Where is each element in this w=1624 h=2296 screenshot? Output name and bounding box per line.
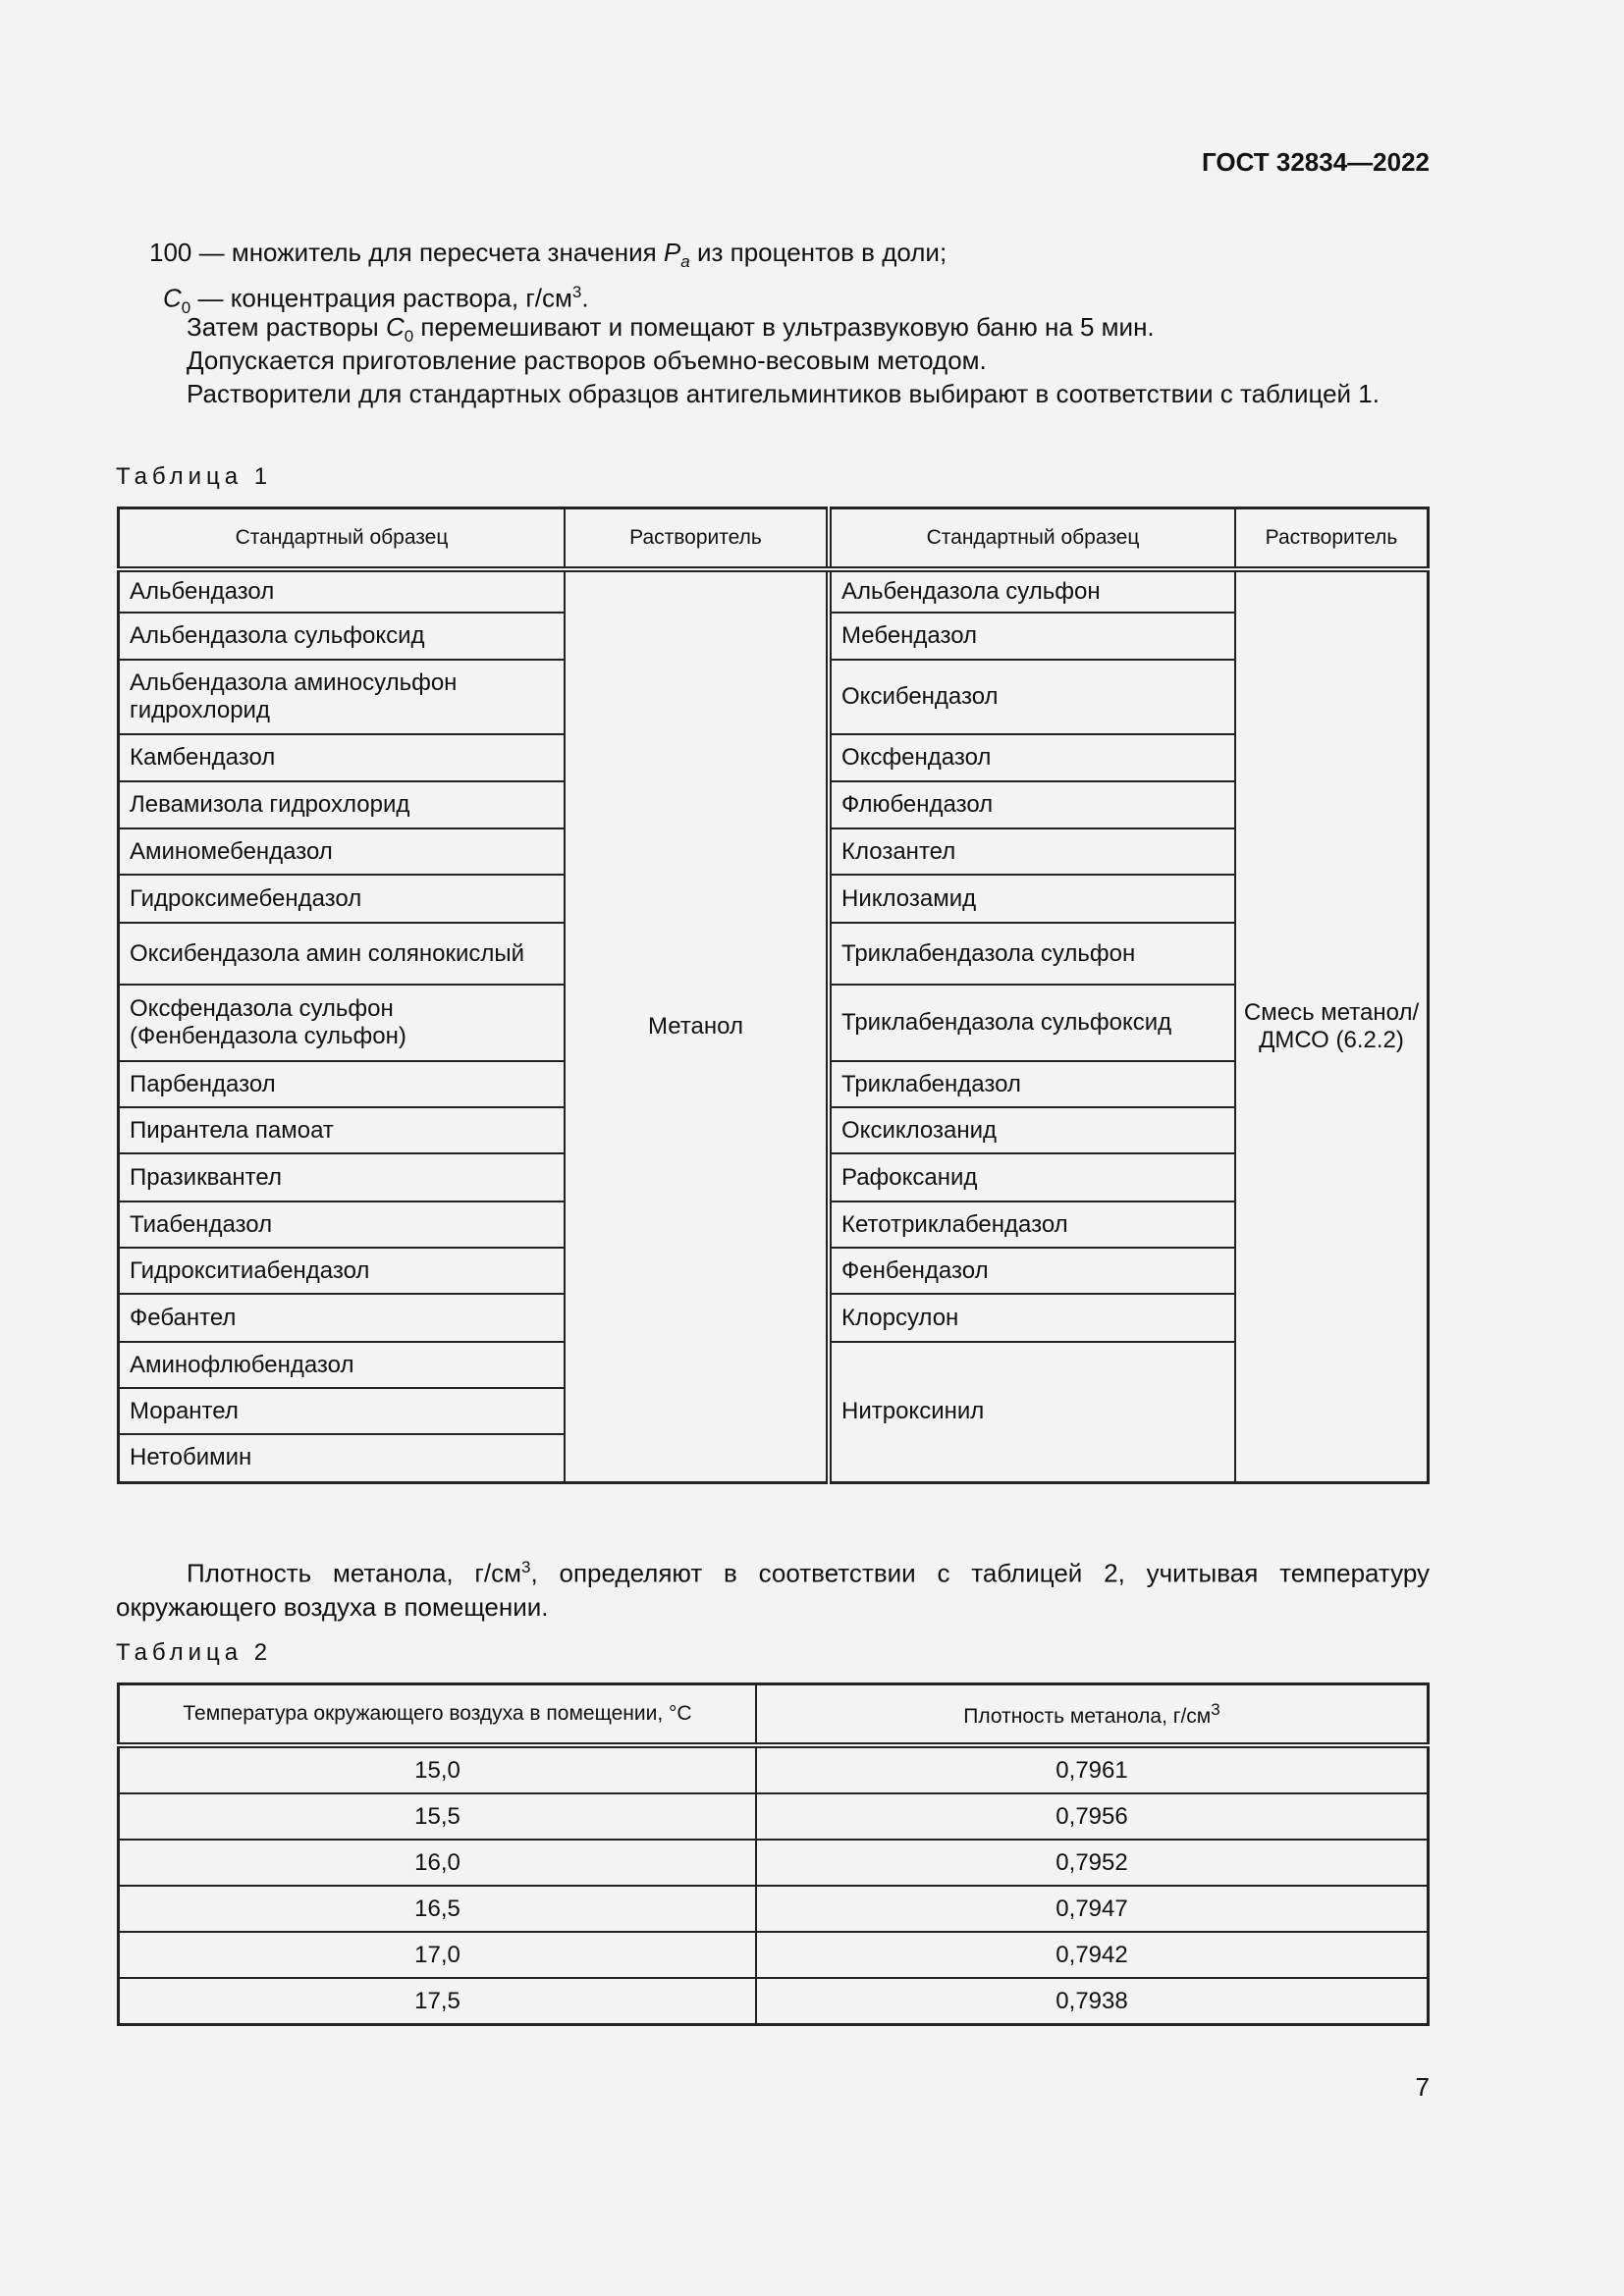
temperature-cell: 17,5	[119, 1978, 757, 2025]
sample-cell: Триклабендазола сульфоксид	[829, 985, 1235, 1061]
definition-c0: $C_0$ — концентрация раствора, $г/см^3$.	[163, 283, 589, 317]
paragraph-volumetric: Допускается приготовление растворов объемно-весовым методом.	[187, 346, 987, 375]
sample-cell: Оксибендазола амин солянокислый	[119, 923, 566, 985]
paragraph-ultrasound: Затем растворы $C_0$ перемешивают и помещают в ультразвуковую баню на 5 мин.	[187, 312, 1155, 347]
sample-cell: Мебендазол	[829, 613, 1235, 660]
sample-cell: Морантел	[119, 1388, 566, 1434]
table-row	[119, 1745, 1429, 1793]
sample-cell: Оксиклозанид	[829, 1107, 1235, 1153]
sample-cell: Альбендазола сульфон	[829, 569, 1235, 613]
temperature-cell: 16,0	[119, 1840, 757, 1886]
density-cell: 0,7947	[756, 1886, 1429, 1932]
table1-caption: Таблица 1	[116, 463, 273, 490]
sample-cell: Оксфендазола сульфон (Фенбендазола сульфон)	[119, 985, 566, 1061]
sample-cell: Триклабендазола сульфон	[829, 923, 1235, 985]
definition-100: 100 — множитель для пересчета значения $P_a$ из процентов в доли;	[149, 238, 947, 272]
table-row	[119, 1793, 1429, 1840]
sample-cell: Кетотриклабендазол	[829, 1201, 1235, 1248]
sample-cell: Фенбендазол	[829, 1248, 1235, 1294]
col-header-density: Плотность метанола, $г/см^3$	[756, 1684, 1429, 1746]
table-row	[119, 1840, 1429, 1886]
table-row	[119, 1978, 1429, 2025]
sample-cell: Левамизола гидрохлорид	[119, 781, 566, 828]
sample-cell: Нитроксинил	[829, 1342, 1235, 1482]
sample-cell: Тиабендазол	[119, 1201, 566, 1248]
table-row	[119, 569, 1429, 613]
sample-cell: Камбендазол	[119, 734, 566, 781]
sample-cell: Альбендазол	[119, 569, 566, 613]
methanol-density-table	[117, 1682, 1430, 2026]
sample-cell: Пирантела памоат	[119, 1107, 566, 1153]
sample-cell: Нетобимин	[119, 1434, 566, 1482]
sample-cell: Флюбендазол	[829, 781, 1235, 828]
temperature-cell: 15,5	[119, 1793, 757, 1840]
col-header-sample: Стандартный образец	[829, 508, 1235, 570]
sample-cell: Гидрокситиабендазол	[119, 1248, 566, 1294]
sample-cell: Празиквантел	[119, 1153, 566, 1201]
paragraph-solvents: Растворители для стандартных образцов антигельминтиков выбирают в соответствии с таблицей 1.	[187, 379, 1380, 408]
sample-cell: Оксибендазол	[829, 660, 1235, 734]
paragraph-density: Плотность метанола, $г/см^3$, определяют в соответствии с таблицей 2, учитывая температуру окружающего воздуха в помещении.	[116, 1558, 1430, 1622]
sample-cell: Аминомебендазол	[119, 828, 566, 875]
temperature-cell: 16,5	[119, 1886, 757, 1932]
solvent-cell: Смесь метанол/ ДМСО (6.2.2)	[1235, 569, 1429, 1482]
temperature-cell: 15,0	[119, 1745, 757, 1793]
solvents-table	[117, 507, 1430, 1484]
density-cell: 0,7952	[756, 1840, 1429, 1886]
table-row	[119, 1932, 1429, 1978]
col-header-sample: Стандартный образец	[119, 508, 566, 570]
density-cell: 0,7942	[756, 1932, 1429, 1978]
solvent-cell: Метанол	[565, 569, 829, 1482]
sample-cell: Клорсулон	[829, 1294, 1235, 1342]
density-cell: 0,7956	[756, 1793, 1429, 1840]
sample-cell: Альбендазола аминосульфон гидрохлорид	[119, 660, 566, 734]
page-number: 7	[1415, 2072, 1430, 2102]
sample-cell: Парбендазол	[119, 1061, 566, 1107]
density-cell: 0,7938	[756, 1978, 1429, 2025]
col-header-temperature: Температура окружающего воздуха в помещении, °C	[119, 1684, 757, 1746]
sample-cell: Триклабендазол	[829, 1061, 1235, 1107]
table-row	[119, 1886, 1429, 1932]
sample-cell: Рафоксанид	[829, 1153, 1235, 1201]
col-header-solvent: Растворитель	[565, 508, 829, 570]
sample-cell: Альбендазола сульфоксид	[119, 613, 566, 660]
sample-cell: Никлозамид	[829, 875, 1235, 923]
col-header-solvent: Растворитель	[1235, 508, 1429, 570]
sample-cell: Аминофлюбендазол	[119, 1342, 566, 1388]
temperature-cell: 17,0	[119, 1932, 757, 1978]
sample-cell: Фебантел	[119, 1294, 566, 1342]
document-id: ГОСТ 32834—2022	[1202, 147, 1430, 177]
sample-cell: Гидроксимебендазол	[119, 875, 566, 923]
density-cell: 0,7961	[756, 1745, 1429, 1793]
sample-cell: Клозантел	[829, 828, 1235, 875]
sample-cell: Оксфендазол	[829, 734, 1235, 781]
table2-caption: Таблица 2	[116, 1639, 273, 1666]
